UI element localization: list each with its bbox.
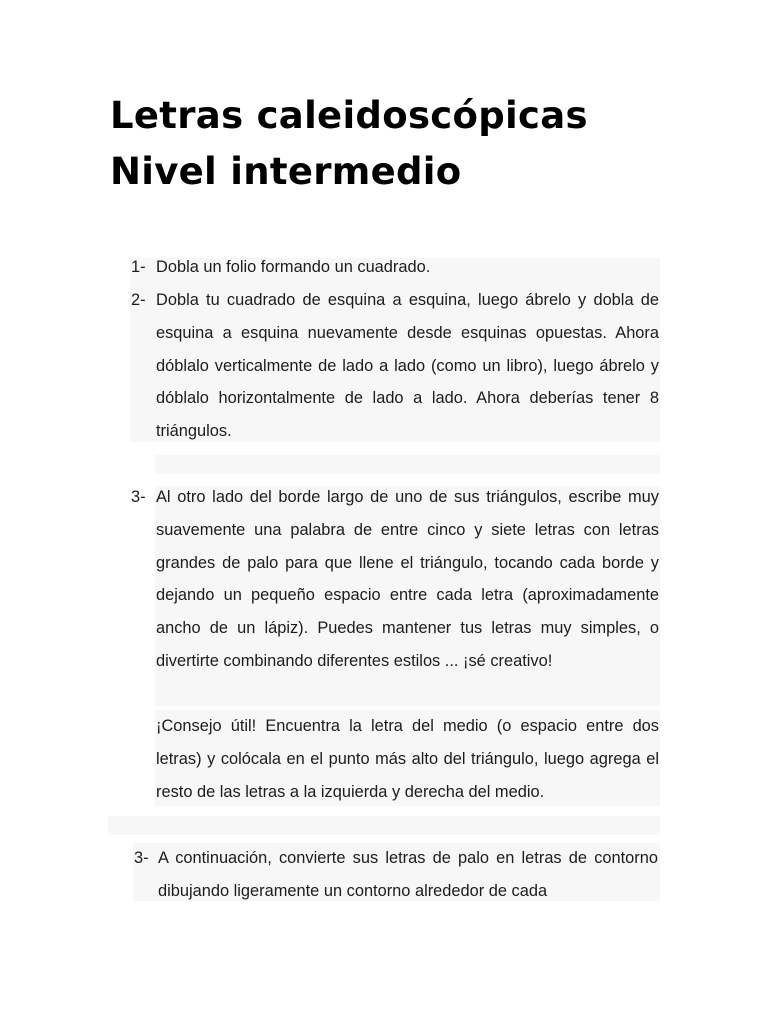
page-title: [110, 88, 588, 200]
title-line-2: Nivel intermedio: [110, 150, 462, 193]
shade-band-5: [108, 816, 660, 835]
step-text: Dobla un folio formando un cuadrado.: [156, 258, 431, 276]
step-number: 3-: [131, 488, 146, 506]
step-text: Dobla tu cuadrado de esquina a esquina, luego ábrelo y dobla de esquina a esquina nuevamente desde esquinas opuestas. Ahora dóblalo verticalmente de lado a lado (como un libro), luego ábrelo y dóblalo horizontalmente de lado a lado. Ahora deberías tener 8 triángulos.: [156, 291, 659, 441]
shade-band-2: [155, 455, 660, 474]
step-number: 2-: [131, 291, 146, 309]
step-item-3: [131, 481, 659, 711]
helpful-tip: ¡Consejo útil! Encuentra la letra del medio (o espacio entre dos letras) y colócala en el punto más alto del triángulo, luego agrega el resto de las letras a la izquierda y derecha del medio.: [156, 717, 659, 801]
step-item-2: [131, 284, 659, 448]
step-number: 3-: [134, 849, 149, 867]
title-line-1: Letras caleidoscópicas: [110, 94, 588, 137]
step-text: Al otro lado del borde largo de uno de sus triángulos, escribe muy suavemente una palabra de entre cinco y siete letras con letras grandes de palo para que llene el triángulo, tocando cada borde y dejando un pequeño espacio entre cada letra (aproximadamente ancho de un lápiz). Puedes mantener tus letras muy simples, o divertirte combinando diferentes estilos ... ¡sé creativo!: [156, 488, 659, 670]
step-item-1: [131, 251, 659, 284]
step-text: A continuación, convierte sus letras de palo en letras de contorno dibujando ligeramente un contorno alrededor de cada: [158, 849, 658, 900]
step-number: 1-: [131, 258, 146, 276]
step-item-4: [134, 842, 658, 908]
